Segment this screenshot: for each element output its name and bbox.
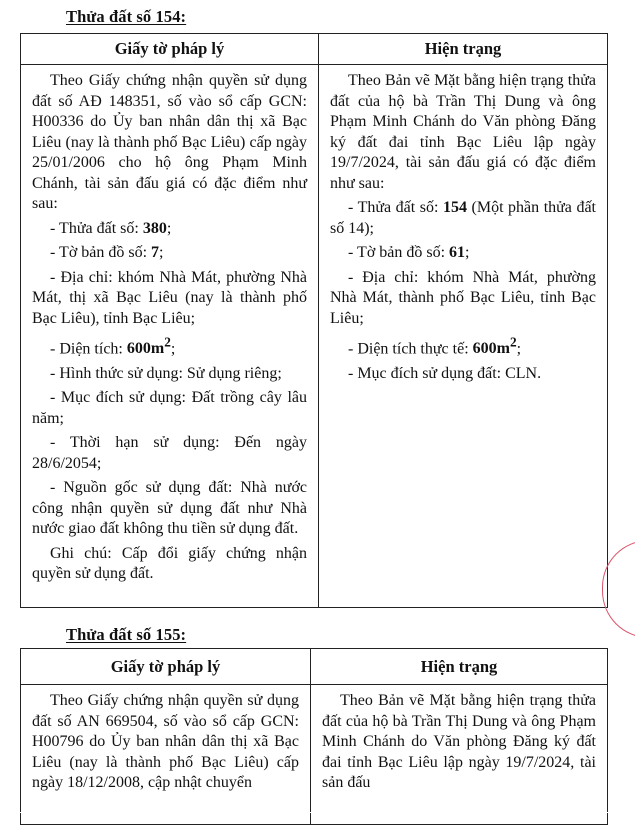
status-header: Hiện trạng [319, 34, 608, 65]
status-address: - Địa chỉ: khóm Nhà Mát, phường Nhà Mát, thành phố Bạc Liêu, tỉnh Bạc Liêu; [330, 268, 596, 327]
status-purpose: - Mục đích sử dụng đất: CLN. [348, 364, 542, 382]
legal-docs-header: Giấy tờ pháp lý [21, 34, 319, 65]
legal-docs-cell [21, 65, 319, 608]
status-parcel-number: - Thửa đất số: 154 (Một phần thửa đất số 14); [330, 199, 596, 237]
status-header: Hiện trạng [311, 649, 608, 685]
status-area: - Diện tích thực tế: $600m^2$; [348, 335, 522, 358]
legal-term: - Thời hạn sử dụng: Đến ngày 28/6/2054; [32, 434, 307, 472]
parcel-154-table [20, 33, 608, 608]
parcel-154-title: Thửa đất số 154: [66, 7, 187, 26]
legal-area: - Diện tích: $600m^2$; [50, 335, 176, 358]
legal-map-number: - Tờ bản đồ số: 7; [50, 244, 164, 261]
legal-parcel-number: - Thửa đất số: 380; [50, 219, 172, 237]
parcel-155-title: Thửa đất số 155: [66, 625, 187, 644]
status-intro: Theo Bản vẽ Mặt bằng hiện trạng thửa đất của hộ bà Trần Thị Dung và ông Phạm Minh Chánh do Văn phòng Đăng ký đất đai tỉnh Bạc Liêu lập ngày 19/7/2024, tài sản đấu giá có đặc điểm như sau: [330, 72, 596, 192]
legal-docs-header: Giấy tờ pháp lý [21, 649, 311, 685]
legal-address: - Địa chỉ: khóm Nhà Mát, phường Nhà Mát, thị xã Bạc Liêu (nay là thành phố Bạc Liêu), tỉnh Bạc Liêu; [32, 268, 307, 327]
legal-purpose: - Mục đích sử dụng: Đất trồng cây lâu năm; [32, 389, 307, 427]
legal-intro: Theo Giấy chứng nhận quyền sử dụng đất số AN 669504, số vào sổ cấp GCN: H00796 do Ủy ban nhân dân thị xã Bạc Liêu (nay là thành phố Bạc Liêu) cấp ngày 18/12/2008, cập nhật chuyển [32, 692, 299, 791]
legal-note: Ghi chú: Cấp đổi giấy chứng nhận quyền sử dụng đất. [32, 544, 307, 583]
status-cell [311, 685, 608, 825]
status-cell [319, 65, 608, 608]
status-intro: Theo Bản vẽ Mặt bằng hiện trạng thửa đất của hộ bà Trần Thị Dung và ông Phạm Minh Chánh do Văn phòng Đăng ký đất đai tỉnh Bạc Liêu lập ngày 19/7/2024, tài sản đấu [322, 692, 596, 791]
legal-docs-cell [21, 685, 311, 825]
legal-origin: - Nguồn gốc sử dụng đất: Nhà nước công nhận quyền sử dụng đất như Nhà nước giao đất không thu tiền sử dụng đất. [32, 479, 307, 538]
legal-intro: Theo Giấy chứng nhận quyền sử dụng đất số AĐ 148351, số vào sổ cấp GCN: H00336 do Ủy ban nhân dân thị xã Bạc Liêu (nay là thành phố Bạc Liêu) cấp ngày 25/01/2006 cho hộ ông Phạm Minh Chánh, tài sản đấu giá có đặc điểm như sau: [32, 72, 307, 212]
status-map-number: - Tờ bản đồ số: 61; [348, 244, 470, 261]
parcel-155-table [20, 648, 608, 825]
legal-usage-form: - Hình thức sử dụng: Sử dụng riêng; [50, 364, 282, 382]
